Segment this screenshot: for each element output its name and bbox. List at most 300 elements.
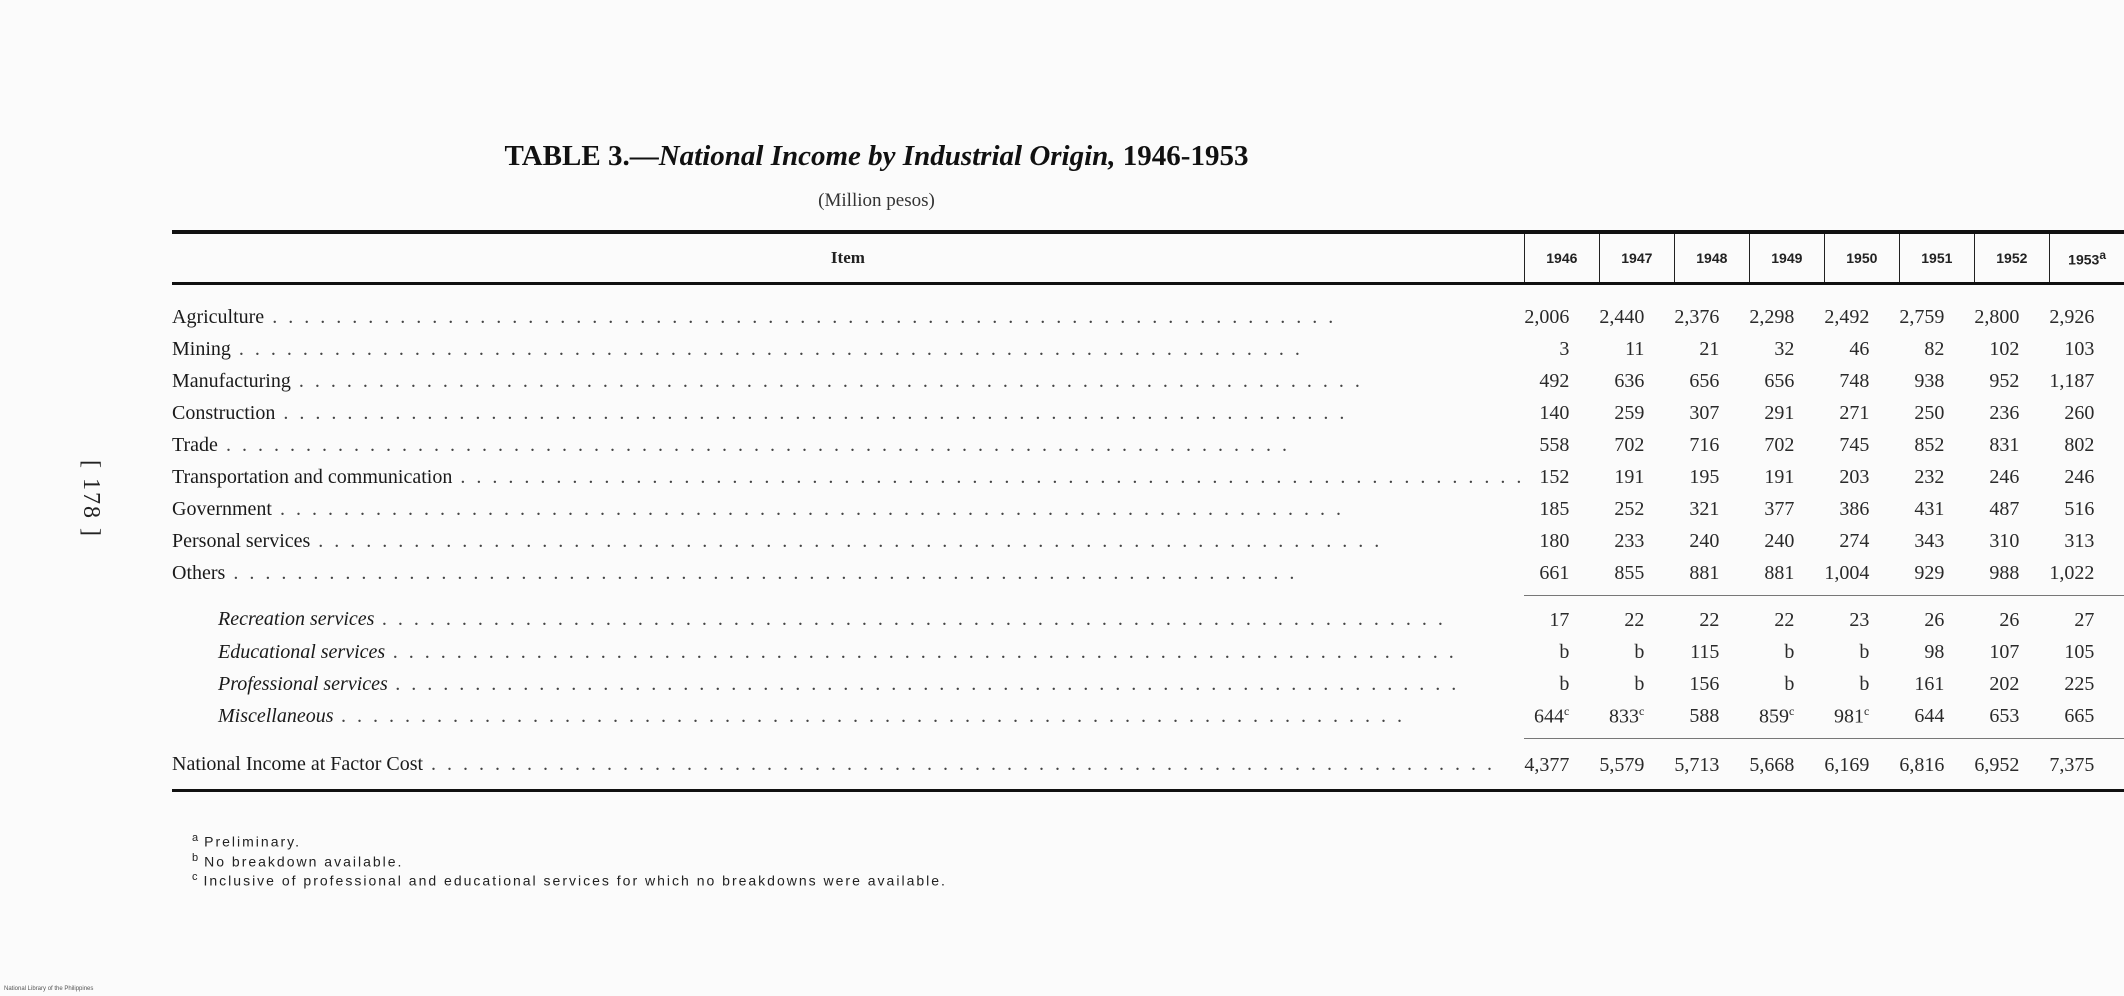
row-label-cell: [172, 525, 1524, 557]
row-label: Manufacturing: [172, 369, 291, 392]
leader-dots: . . . . . . . . . . . . . . . . . . . . . . . . . . . . . . . . . . . . . . . . . . . . . . . . . . . . . . . . . . . . . . . . . . .: [230, 337, 1303, 360]
value-cell: [1524, 700, 1599, 739]
cell-value: 307: [1689, 401, 1720, 424]
value-cell: [1974, 493, 2049, 525]
value-cell: [1899, 739, 1974, 791]
cell-value: 644: [1914, 704, 1945, 727]
footnote-a: [192, 830, 947, 850]
value-cell: [1599, 557, 1674, 596]
income-table-container: [172, 230, 2107, 792]
cell-value: 152: [1539, 465, 1570, 488]
footnote-mark: b: [192, 851, 201, 864]
leader-dots: . . . . . . . . . . . . . . . . . . . . . . . . . . . . . . . . . . . . . . . . . . . . . . . . . . . . . . . . . . . . . . . . . . .: [333, 704, 1406, 727]
cell-value: 240: [1689, 529, 1720, 552]
cell-value: 1,187: [2049, 369, 2095, 392]
value-cell: [1899, 668, 1974, 700]
cell-value: 702: [1614, 433, 1645, 456]
leader-dots: . . . . . . . . . . . . . . . . . . . . . . . . . . . . . . . . . . . . . . . . . . . . . . . . . . . . . . . . . . . . . . . . . . .: [387, 672, 1460, 695]
value-cell: [1524, 525, 1599, 557]
cell-value: 202: [1989, 672, 2020, 695]
leader-dots: . . . . . . . . . . . . . . . . . . . . . . . . . . . . . . . . . . . . . . . . . . . . . . . . . . . . . . . . . . . . . . . . . . .: [452, 465, 1525, 488]
value-cell: [1974, 429, 2049, 461]
row-label: Educational services: [218, 640, 386, 663]
cell-value: 3: [1559, 337, 1570, 360]
cell-value: 4,377: [1524, 753, 1570, 776]
income-table: [172, 230, 2124, 792]
cell-value: 988: [1989, 561, 2020, 584]
row-label-cell: [172, 493, 1524, 525]
value-cell: [1749, 461, 1824, 493]
row-label-cell: [172, 461, 1524, 493]
leader-dots: . . . . . . . . . . . . . . . . . . . . . . . . . . . . . . . . . . . . . . . . . . . . . . . . . . . . . . . . . . . . . . . . . . .: [217, 433, 1290, 456]
value-cell: [1674, 429, 1749, 461]
value-cell: [1749, 333, 1824, 365]
cell-value: 636: [1614, 369, 1645, 392]
value-cell: [1899, 636, 1974, 668]
value-cell: [1599, 365, 1674, 397]
value-cell: [1599, 284, 1674, 334]
footnote-b: [192, 850, 947, 870]
cell-value: 5,579: [1599, 753, 1645, 776]
table-row: [172, 668, 2124, 700]
cell-value: b: [1784, 672, 1795, 695]
cell-value: 11: [1625, 337, 1645, 360]
cell-value: 558: [1539, 433, 1570, 456]
value-cell: [1524, 365, 1599, 397]
cell-value: 27: [2074, 608, 2095, 631]
title-text: National Income by Industrial Origin,: [658, 140, 1116, 172]
value-cell: [1599, 596, 1674, 637]
item-column-header: Item: [172, 232, 1524, 284]
cell-value: 2,492: [1824, 305, 1870, 328]
row-label-cell: [172, 429, 1524, 461]
cell-value: 716: [1689, 433, 1720, 456]
value-cell: [1599, 525, 1674, 557]
row-label: Professional services: [218, 672, 388, 695]
cell-value: 259: [1614, 401, 1645, 424]
year-header-1947: [1599, 232, 1674, 284]
value-cell: [1524, 493, 1599, 525]
cell-value: 656: [1689, 369, 1720, 392]
cell-value: b: [1634, 672, 1645, 695]
cell-value: 98: [1924, 640, 1945, 663]
title-years: 1946-1953: [1122, 140, 1249, 172]
title-dash: —: [629, 140, 659, 172]
row-label-cell: [172, 284, 1524, 334]
value-cell: [1899, 596, 1974, 637]
value-cell: [1674, 739, 1749, 791]
leader-dots: . . . . . . . . . . . . . . . . . . . . . . . . . . . . . . . . . . . . . . . . . . . . . . . . . . . . . . . . . . . . . . . . . . .: [374, 608, 1447, 631]
cell-value: 191: [1764, 465, 1795, 488]
cell-value: 852: [1914, 433, 1945, 456]
cell-value: 653: [1989, 704, 2020, 727]
value-cell: [1524, 429, 1599, 461]
value-cell: [1899, 557, 1974, 596]
cell-value: 2,800: [1974, 305, 2020, 328]
cell-value: 313: [2064, 529, 2095, 552]
value-cell: [1524, 461, 1599, 493]
row-label: National Income at Factor Cost: [172, 753, 424, 776]
cell-value: 22: [1774, 608, 1795, 631]
value-cell: [2049, 739, 2124, 791]
cell-value: 661: [1539, 561, 1570, 584]
header-row: [172, 232, 2124, 284]
cell-value: 343: [1914, 529, 1945, 552]
value-cell: [2049, 333, 2124, 365]
cell-value: 191: [1614, 465, 1645, 488]
cell-value: 855: [1614, 561, 1645, 584]
cell-value: 6,816: [1899, 753, 1945, 776]
cell-value: 225: [2064, 672, 2095, 695]
cell-value: 859: [1759, 705, 1790, 728]
value-cell: [1899, 284, 1974, 334]
cell-value: 310: [1989, 529, 2020, 552]
value-cell: [1824, 557, 1899, 596]
cell-value: 102: [1989, 337, 2020, 360]
value-cell: [1524, 596, 1599, 637]
table-row: [172, 333, 2124, 365]
cell-value: 386: [1839, 497, 1870, 520]
value-cell: [1599, 739, 1674, 791]
value-cell: [1899, 700, 1974, 739]
cell-value: b: [1784, 640, 1795, 663]
value-cell: [1674, 525, 1749, 557]
value-cell: [1749, 668, 1824, 700]
leader-dots: . . . . . . . . . . . . . . . . . . . . . . . . . . . . . . . . . . . . . . . . . . . . . . . . . . . . . . . . . . . . . . . . . . .: [423, 753, 1496, 776]
value-cell: [1899, 365, 1974, 397]
cell-value: 2,298: [1749, 305, 1795, 328]
footnote-text: Preliminary.: [204, 833, 301, 850]
leader-dots: . . . . . . . . . . . . . . . . . . . . . . . . . . . . . . . . . . . . . . . . . . . . . . . . . . . . . . . . . . . . . . . . . . .: [290, 369, 1363, 392]
value-cell: [1824, 365, 1899, 397]
value-cell: [1599, 493, 1674, 525]
cell-value: 156: [1689, 672, 1720, 695]
cell-value: 6,169: [1824, 753, 1870, 776]
year-label: 1951: [1921, 250, 1953, 266]
cell-value: 431: [1914, 497, 1945, 520]
table-subtitle: (Million pesos): [818, 190, 935, 211]
cell-value: 271: [1839, 401, 1870, 424]
cell-value: 161: [1914, 672, 1945, 695]
cell-value: 831: [1989, 433, 2020, 456]
year-label: 1952: [1996, 250, 2028, 266]
cell-value: 250: [1914, 401, 1945, 424]
row-label-cell: [172, 557, 1524, 596]
footnote-mark: c: [192, 871, 200, 884]
table-row: [172, 397, 2124, 429]
cell-value: 7,375: [2049, 753, 2095, 776]
cell-value: 492: [1539, 369, 1570, 392]
cell-value: 291: [1764, 401, 1795, 424]
row-label: Miscellaneous: [218, 704, 334, 727]
cell-value: 26: [1999, 608, 2020, 631]
value-cell: [1524, 636, 1599, 668]
value-cell: [2049, 429, 2124, 461]
cell-value: 5,713: [1674, 753, 1720, 776]
cell-value: 588: [1689, 704, 1720, 727]
value-cell: [1974, 525, 2049, 557]
cell-value: 107: [1989, 640, 2020, 663]
value-cell: [1599, 429, 1674, 461]
cell-value: 180: [1539, 529, 1570, 552]
cell-value: 1,004: [1824, 561, 1870, 584]
cell-value: 748: [1839, 369, 1870, 392]
row-label-cell: [172, 397, 1524, 429]
value-cell: [1899, 429, 1974, 461]
value-cell: [1674, 636, 1749, 668]
value-cell: [1974, 333, 2049, 365]
cell-value: 833: [1609, 705, 1640, 728]
value-cell: [1824, 596, 1899, 637]
value-cell: [1899, 525, 1974, 557]
value-cell: [1974, 739, 2049, 791]
value-cell: [1824, 284, 1899, 334]
cell-value: 23: [1849, 608, 1870, 631]
value-cell: [1824, 493, 1899, 525]
cell-value: 21: [1699, 337, 1720, 360]
cell-value: 105: [2064, 640, 2095, 663]
value-cell: [1674, 333, 1749, 365]
year-label: 1948: [1696, 250, 1728, 266]
row-label: Construction: [172, 401, 276, 424]
year-header-1950: [1824, 232, 1899, 284]
cell-value: 702: [1764, 433, 1795, 456]
cell-value: 22: [1624, 608, 1645, 631]
year-header-1946: [1524, 232, 1599, 284]
row-label: Trade: [172, 433, 218, 456]
cell-value: 981: [1834, 705, 1865, 728]
value-cell: [1824, 461, 1899, 493]
cell-value: 377: [1764, 497, 1795, 520]
cell-value: 745: [1839, 433, 1870, 456]
table-row: [172, 525, 2124, 557]
value-cell: [1674, 700, 1749, 739]
value-cell: [2049, 493, 2124, 525]
cell-value: b: [1559, 640, 1570, 663]
cell-value: 115: [1690, 640, 1720, 663]
footnote-mark: a: [2099, 248, 2107, 263]
cell-value: b: [1859, 640, 1870, 663]
year-label: 1950: [1846, 250, 1878, 266]
row-label: Personal services: [172, 529, 311, 552]
value-cell: [1824, 700, 1899, 739]
value-cell: [1974, 365, 2049, 397]
value-cell: [1749, 365, 1824, 397]
value-cell: [2049, 461, 2124, 493]
value-cell: [1749, 596, 1824, 637]
cell-value: 260: [2064, 401, 2095, 424]
cell-value: 26: [1924, 608, 1945, 631]
cell-value: 6,952: [1974, 753, 2020, 776]
cell-value: 252: [1614, 497, 1645, 520]
value-cell: [1824, 636, 1899, 668]
cell-value: 516: [2064, 497, 2095, 520]
cell-value: 103: [2064, 337, 2095, 360]
value-cell: [2049, 596, 2124, 637]
value-cell: [1824, 429, 1899, 461]
value-cell: [1674, 284, 1749, 334]
value-cell: [2049, 365, 2124, 397]
value-cell: [2049, 668, 2124, 700]
table-row: [172, 557, 2124, 596]
row-label-cell: [172, 700, 1524, 739]
leader-dots: . . . . . . . . . . . . . . . . . . . . . . . . . . . . . . . . . . . . . . . . . . . . . . . . . . . . . . . . . . . . . . . . . . .: [385, 640, 1458, 663]
value-cell: [1974, 397, 2049, 429]
cell-value: 2,440: [1599, 305, 1645, 328]
value-cell: [1524, 668, 1599, 700]
year-header-1951: [1899, 232, 1974, 284]
footnote-mark: c: [1864, 703, 1870, 718]
cell-value: 929: [1914, 561, 1945, 584]
value-cell: [2049, 525, 2124, 557]
value-cell: [1749, 284, 1824, 334]
cell-value: 17: [1549, 608, 1570, 631]
cell-value: 938: [1914, 369, 1945, 392]
year-label: 1947: [1621, 250, 1653, 266]
footnote-text: Inclusive of professional and educational services for which no breakdowns were available.: [203, 872, 947, 889]
value-cell: [1599, 636, 1674, 668]
value-cell: [1524, 333, 1599, 365]
row-label-cell: [172, 333, 1524, 365]
value-cell: [2049, 557, 2124, 596]
value-cell: [1749, 636, 1824, 668]
value-cell: [2049, 636, 2124, 668]
table-row: [172, 461, 2124, 493]
cell-value: 952: [1989, 369, 2020, 392]
cell-value: 321: [1689, 497, 1720, 520]
cell-value: 236: [1989, 401, 2020, 424]
row-label-cell: [172, 668, 1524, 700]
value-cell: [1899, 333, 1974, 365]
cell-value: 881: [1764, 561, 1795, 584]
cell-value: 233: [1614, 529, 1645, 552]
value-cell: [1599, 397, 1674, 429]
footnote-mark: c: [1639, 703, 1645, 718]
value-cell: [2049, 397, 2124, 429]
cell-value: 5,668: [1749, 753, 1795, 776]
table-number: TABLE 3.: [504, 140, 630, 172]
row-label-cell: [172, 636, 1524, 668]
row-label: Agriculture: [172, 305, 265, 328]
leader-dots: . . . . . . . . . . . . . . . . . . . . . . . . . . . . . . . . . . . . . . . . . . . . . . . . . . . . . . . . . . . . . . . . . . .: [275, 401, 1348, 424]
row-label: Recreation services: [218, 608, 375, 631]
value-cell: [1749, 525, 1824, 557]
value-cell: [1749, 397, 1824, 429]
cell-value: 32: [1774, 337, 1795, 360]
value-cell: [1824, 333, 1899, 365]
footnote-mark: c: [1789, 703, 1795, 718]
row-label-cell: [172, 365, 1524, 397]
footnote-c: [192, 869, 947, 889]
value-cell: [1674, 493, 1749, 525]
value-cell: [2049, 700, 2124, 739]
table-title: [0, 140, 1753, 173]
table-row: [172, 284, 2124, 334]
cell-value: 274: [1839, 529, 1870, 552]
row-label: Mining: [172, 337, 231, 360]
year-label: 1953: [2068, 251, 2100, 268]
value-cell: [1824, 525, 1899, 557]
cell-value: 656: [1764, 369, 1795, 392]
value-cell: [1674, 596, 1749, 637]
table-row: [172, 596, 2124, 637]
value-cell: [1599, 668, 1674, 700]
year-label: 1946: [1546, 250, 1578, 266]
cell-value: b: [1634, 640, 1645, 663]
cell-value: 195: [1689, 465, 1720, 488]
cell-value: 46: [1849, 337, 1870, 360]
value-cell: [1749, 557, 1824, 596]
cell-value: 1,022: [2049, 561, 2095, 584]
value-cell: [1524, 739, 1599, 791]
value-cell: [1824, 739, 1899, 791]
table-row: [172, 365, 2124, 397]
value-cell: [1599, 333, 1674, 365]
archive-stamp: National Library of the Philippines: [4, 986, 94, 992]
value-cell: [1974, 700, 2049, 739]
value-cell: [1674, 668, 1749, 700]
value-cell: [1524, 557, 1599, 596]
table-row: [172, 700, 2124, 739]
cell-value: 185: [1539, 497, 1570, 520]
row-label-cell: [172, 739, 1524, 791]
row-label: Others: [172, 561, 226, 584]
table-row: [172, 429, 2124, 461]
value-cell: [1749, 429, 1824, 461]
value-cell: [1674, 365, 1749, 397]
leader-dots: . . . . . . . . . . . . . . . . . . . . . . . . . . . . . . . . . . . . . . . . . . . . . . . . . . . . . . . . . . . . . . . . . . .: [310, 529, 1383, 552]
row-label: Government: [172, 497, 272, 520]
footnote-mark: c: [1564, 703, 1570, 718]
row-label-cell: [172, 596, 1524, 637]
table-body: [172, 284, 2124, 791]
table-row: [172, 739, 2124, 791]
leader-dots: . . . . . . . . . . . . . . . . . . . . . . . . . . . . . . . . . . . . . . . . . . . . . . . . . . . . . . . . . . . . . . . . . . .: [225, 561, 1298, 584]
footnote-mark: a: [192, 832, 201, 844]
page-number: [ 178 ]: [78, 460, 104, 538]
value-cell: [1824, 397, 1899, 429]
value-cell: [1899, 397, 1974, 429]
footnote-text: No breakdown available.: [204, 853, 404, 870]
value-cell: [1899, 493, 1974, 525]
value-cell: [1674, 397, 1749, 429]
cell-value: 2,376: [1674, 305, 1720, 328]
value-cell: [1974, 596, 2049, 637]
value-cell: [1974, 284, 2049, 334]
cell-value: 665: [2064, 704, 2095, 727]
cell-value: 240: [1764, 529, 1795, 552]
value-cell: [1974, 636, 2049, 668]
value-cell: [1899, 461, 1974, 493]
year-header-1953: [2049, 232, 2124, 284]
cell-value: 203: [1839, 465, 1870, 488]
cell-value: 22: [1699, 608, 1720, 631]
value-cell: [1674, 557, 1749, 596]
footnotes: [192, 830, 947, 889]
leader-dots: . . . . . . . . . . . . . . . . . . . . . . . . . . . . . . . . . . . . . . . . . . . . . . . . . . . . . . . . . . . . . . . . . . .: [271, 497, 1344, 520]
value-cell: [1749, 493, 1824, 525]
table-row: [172, 636, 2124, 668]
cell-value: 881: [1689, 561, 1720, 584]
value-cell: [1674, 461, 1749, 493]
value-cell: [1824, 668, 1899, 700]
value-cell: [1749, 739, 1824, 791]
cell-value: 2,006: [1524, 305, 1570, 328]
year-header-1948: [1674, 232, 1749, 284]
cell-value: 802: [2064, 433, 2095, 456]
leader-dots: . . . . . . . . . . . . . . . . . . . . . . . . . . . . . . . . . . . . . . . . . . . . . . . . . . . . . . . . . . . . . . . . . . .: [264, 305, 1337, 328]
cell-value: 644: [1534, 705, 1565, 728]
